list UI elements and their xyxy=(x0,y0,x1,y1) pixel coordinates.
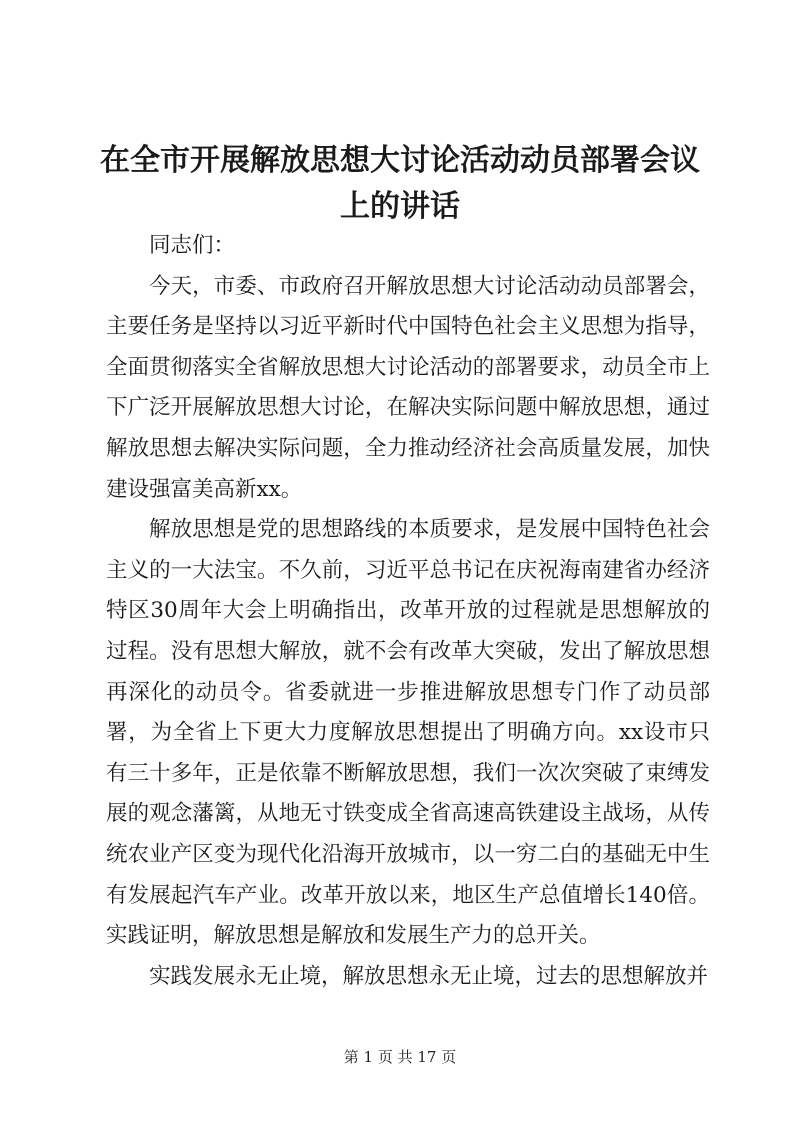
paragraph: 实践发展永无止境，解放思想永无止境，过去的思想解放并 xyxy=(149,963,709,989)
salutation: 同志们： xyxy=(149,233,236,258)
paragraph: 今天，市委、市政府召开解放思想大讨论活动动员部署会，主要任务是坚持以习近平新时代中国特色社会主义思想为指导，全面贯彻落实全省解放思想大讨论活动的部署要求，动员全市上下广泛开展解放思想大讨论，在解决实际问题中解放思想，通过解放思想去解决实际问题，全力推动经济社会高质量发展，加快建设强富美高新xx。 xyxy=(106,273,710,502)
page-number-label: 第 1 页 共 17 页 xyxy=(343,1048,457,1066)
paragraph: 解放思想是党的思想路线的本质要求，是发展中国特色社会主义的一大法宝。不久前，习近平总书记在庆祝海南建省办经济特区30周年大会上明确指出，改革开放的过程就是思想解放的过程。没有思想大解放，就不会有改革大突破，发出了解放思想再深化的动员令。省委就进一步推进解放思想专门作了动员部署，为全省上下更大力度解放思想提出了明确方向。xx设市只有三十多年，正是依靠不断解放思想，我们一次次突破了束缚发展的观念藩篱，从地无寸铁变成全省高速高铁建设主战场，从传统农业产区变为现代化沿海开放城市，以一穷二白的基础无中生有发展起汽车产业。改革开放以来，地区生产总值增长140倍。实践证明，解放思想是解放和发展生产力的总开关。 xyxy=(106,517,710,949)
title-line-2: 上的讲话 xyxy=(340,189,460,224)
page-footer xyxy=(0,1047,800,1067)
document-title xyxy=(100,138,700,230)
document-body xyxy=(106,226,710,997)
title-line-1: 在全市开展解放思想大讨论活动动员部署会议 xyxy=(100,143,700,178)
